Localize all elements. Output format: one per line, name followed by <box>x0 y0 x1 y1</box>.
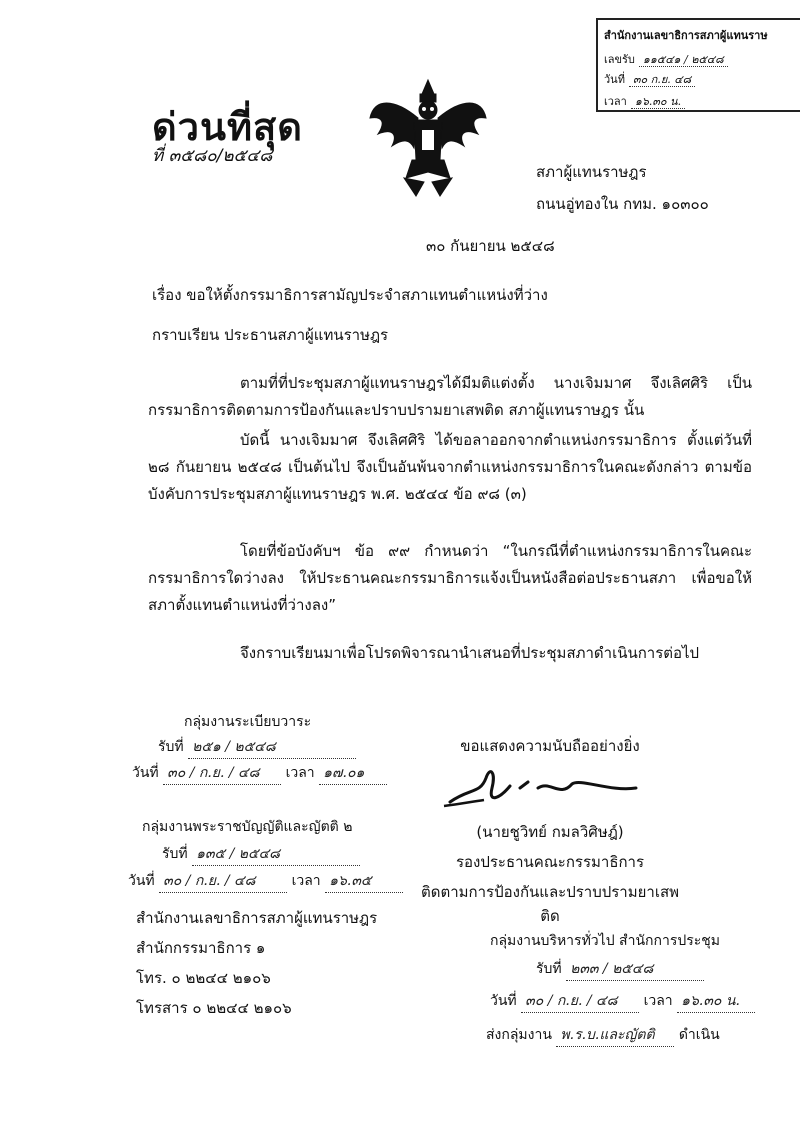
signer-title-1: รองประธานคณะกรรมาธิการ <box>455 853 645 871</box>
footer-bureau: สำนักกรรมาธิการ ๑ <box>136 939 266 957</box>
paragraph-3 <box>148 538 752 619</box>
agenda-time-value: ๑๗.๐๑ <box>319 762 387 785</box>
law-receipt-row <box>162 843 360 866</box>
letter-date: ๓๐ กันยายน ๒๕๔๘ <box>426 237 555 255</box>
urgency-heading: ด่วนที่สุด <box>152 105 303 149</box>
admin-receipt-label: รับที่ <box>536 961 562 977</box>
garuda-emblem-icon <box>364 78 492 198</box>
agenda-date-row <box>132 762 387 785</box>
stamp-date-value: ๓๐ ก.ย. ๔๘ <box>629 73 695 87</box>
admin-receipt-row <box>536 958 704 981</box>
sender-address: ถนนอู่ทองใน กทม. ๑๐๓๐๐ <box>536 195 709 213</box>
stamp-office: สำนักงานเลขาธิการสภาผู้แทนราษ <box>604 29 768 42</box>
paragraph-4-text: จึงกราบเรียนมาเพื่อโปรดพิจารณานำเสนอที่ประชุมสภาดำเนินการต่อไป <box>240 644 700 662</box>
document-number: ที่ ๓๕๘๐/๒๕๔๘ <box>152 146 273 166</box>
agenda-group-label: กลุ่มงานระเบียบวาระ <box>184 714 312 730</box>
letter-salutation: กราบเรียน ประธานสภาผู้แทนราษฎร <box>152 326 389 344</box>
law-receipt-label: รับที่ <box>162 846 188 862</box>
admin-date-label: วันที่ <box>490 993 517 1009</box>
receipt-stamp-top <box>596 18 800 112</box>
agenda-receipt-value: ๒๕๑ / ๒๕๔๘ <box>188 736 356 759</box>
admin-time-value: ๑๖.๓๐ น. <box>677 990 755 1013</box>
admin-forward-row <box>486 1024 720 1047</box>
signature-icon <box>440 758 640 818</box>
stamp-time-label: เวลา <box>604 95 627 108</box>
letter-subject: เรื่อง ขอให้ตั้งกรรมาธิการสามัญประจำสภาแทนตำแหน่งที่ว่าง <box>152 286 548 304</box>
signer-title-2: ติดตามการป้องกันและปราบปรามยาเสพติด <box>421 883 679 925</box>
law-time-label: เวลา <box>291 873 321 889</box>
footer-office: สำนักงานเลขาธิการสภาผู้แทนราษฎร <box>136 909 378 927</box>
footer-phone: โทร. ๐ ๒๒๔๔ ๒๑๐๖ <box>136 969 271 987</box>
agenda-date-value: ๓๐ / ก.ย. / ๔๘ <box>163 762 281 785</box>
agenda-receipt-label: รับที่ <box>158 739 184 755</box>
stamp-date-label: วันที่ <box>604 73 625 86</box>
agenda-date-label: วันที่ <box>132 765 159 781</box>
stamp-time-row <box>604 92 685 110</box>
admin-forward-suffix: ดำเนิน <box>678 1027 720 1043</box>
law-date-value: ๓๐ / ก.ย. / ๔๘ <box>159 870 287 893</box>
law-date-label: วันที่ <box>128 873 155 889</box>
admin-date-row <box>490 990 755 1013</box>
admin-forward-value: พ.ร.บ.และญัตติ <box>556 1024 674 1047</box>
sender-org: สภาผู้แทนราษฎร <box>536 163 647 181</box>
stamp-receipt-label: เลขรับ <box>604 53 635 66</box>
paragraph-2 <box>148 427 752 508</box>
admin-group-label: กลุ่มงานบริหารทั่วไป สำนักการประชุม <box>490 933 721 949</box>
stamp-time-value: ๑๖.๓๐ น. <box>631 95 685 109</box>
letter-closing: ขอแสดงความนับถืออย่างยิ่ง <box>460 737 640 755</box>
law-time-value: ๑๖.๓๕ <box>325 870 403 893</box>
stamp-date-row <box>604 70 695 88</box>
law-date-row <box>128 870 403 893</box>
paragraph-2-text: บัดนี้ นางเจิมมาศ จึงเลิศศิริ ได้ขอลาออกจากตำแหน่งกรรมาธิการ ตั้งแต่วันที่ ๒๘ กันยายน ๒๕๔๘ เป็นต้นไป จึงเป็นอันพ้นจากตำแหน่งกรรมาธิการในคณะดังกล่าว ตามข้อบังคับการประชุมสภาผู้แทนราษฎร พ.ศ. ๒๕๔๔ ข้อ ๙๘ (๓) <box>148 431 752 503</box>
signer-name: (นายชูวิทย์ กมลวิศิษฎ์) <box>476 823 624 841</box>
admin-time-label: เวลา <box>643 993 673 1009</box>
stamp-receipt-row <box>604 50 728 68</box>
paragraph-1-text: ตามที่ที่ประชุมสภาผู้แทนราษฎรได้มีมติแต่งตั้ง นางเจิมมาศ จึงเลิศศิริ เป็นกรรมาธิการติดตามการป้องกันและปราบปรามยาเสพติด สภาผู้แทนราษฎร นั้น <box>148 374 752 419</box>
agenda-time-label: เวลา <box>285 765 315 781</box>
admin-forward-label: ส่งกลุ่มงาน <box>486 1027 552 1043</box>
admin-date-value: ๓๐ / ก.ย. / ๔๘ <box>521 990 639 1013</box>
paragraph-3-text: โดยที่ข้อบังคับฯ ข้อ ๙๙ กำหนดว่า “ในกรณีที่ตำแหน่งกรรมาธิการในคณะกรรมาธิการใดว่างลง ให้ประธานคณะกรรมาธิการแจ้งเป็นหนังสือต่อประธานสภา เพื่อขอให้สภาตั้งแทนตำแหน่งที่ว่างลง” <box>148 542 752 614</box>
agenda-receipt-row <box>158 736 356 759</box>
paragraph-1 <box>148 370 752 424</box>
footer-fax: โทรสาร ๐ ๒๒๔๔ ๒๑๐๖ <box>136 999 292 1017</box>
paragraph-4 <box>148 640 752 667</box>
law-receipt-value: ๑๓๕ / ๒๕๔๘ <box>192 843 360 866</box>
law-group-label: กลุ่มงานพระราชบัญญัติและญัตติ ๒ <box>142 819 353 835</box>
admin-receipt-value: ๒๓๓ / ๒๕๔๘ <box>566 958 704 981</box>
stamp-receipt-value: ๑๑๕๔๑ / ๒๕๔๘ <box>639 53 728 67</box>
